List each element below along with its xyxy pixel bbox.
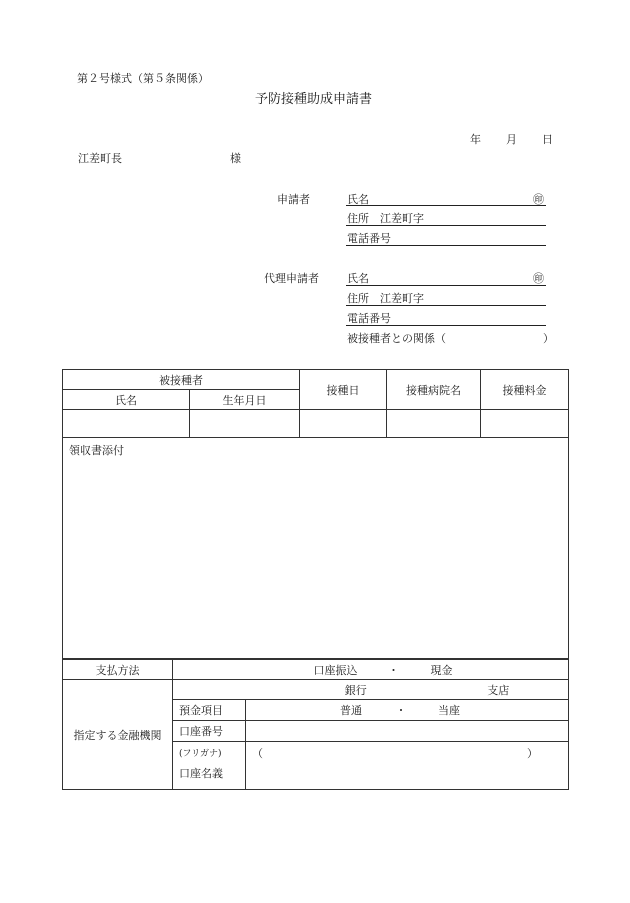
applicant-name-line[interactable]: [346, 205, 546, 206]
date-year: 年: [470, 133, 481, 146]
proxy-address-line[interactable]: [346, 305, 546, 306]
account-number-label: 口座番号: [173, 721, 246, 742]
payment-method-label: 支払方法: [63, 660, 173, 680]
proxy-phone-label: 電話番号: [347, 312, 391, 325]
bank-branch-cell[interactable]: [173, 680, 569, 700]
col-fee: 接種料金: [481, 370, 569, 410]
proxy-relation-close: ）: [543, 332, 554, 345]
receipt-attach-area[interactable]: [63, 438, 569, 659]
proxy-phone-line[interactable]: [346, 325, 546, 326]
proxy-seal: ㊞: [533, 272, 544, 285]
col-hospital: 接種病院名: [387, 370, 481, 410]
deposit-option-dot: ・: [395, 704, 407, 717]
branch-suffix: 支店: [487, 683, 510, 697]
proxy-relation-label: 被接種者との関係（: [347, 332, 446, 345]
proxy-name-label: 氏名: [347, 272, 369, 285]
applicant-phone-label: 電話番号: [347, 232, 391, 245]
account-number-cell[interactable]: [246, 721, 569, 742]
applicant-seal: ㊞: [533, 193, 544, 206]
hospital-cell[interactable]: [387, 410, 481, 438]
payment-option-transfer[interactable]: 口座振込: [313, 663, 358, 677]
receipt-attach-label: 領収書添付: [69, 444, 124, 457]
document-title: 予防接種助成申請書: [255, 92, 373, 107]
form-number: 第２号様式（第５条関係）: [77, 72, 209, 85]
col-name: 氏名: [63, 390, 190, 410]
payment-table: [62, 659, 569, 790]
applicant-name-label: 氏名: [347, 193, 369, 206]
applicant-address-label: 住所 江差町字: [347, 212, 424, 225]
deposit-option-current[interactable]: 当座: [438, 704, 460, 717]
payment-method-options[interactable]: [173, 660, 569, 680]
name-cell[interactable]: [63, 410, 190, 438]
account-holder-cell[interactable]: [246, 742, 569, 790]
account-holder-label: 口座名義: [179, 767, 223, 780]
col-birthdate: 生年月日: [190, 390, 300, 410]
furigana-label: (フリガナ): [179, 749, 222, 759]
honorific: 様: [230, 152, 241, 165]
bank-suffix: 銀行: [344, 683, 367, 697]
furigana-open-paren: （: [252, 747, 263, 760]
addressee: 江差町長: [78, 152, 122, 165]
account-holder-label-cell: [173, 742, 246, 790]
bank-label: 指定する金融機関: [63, 680, 173, 790]
deposit-type-label: 預金項目: [173, 700, 246, 721]
recipient-group-header: 被接種者: [63, 370, 300, 390]
col-vaccination-date: 接種日: [300, 370, 387, 410]
fee-cell[interactable]: [481, 410, 569, 438]
applicant-label: 申請者: [277, 193, 310, 206]
payment-option-cash[interactable]: 現金: [430, 663, 453, 677]
deposit-option-ordinary[interactable]: 普通: [340, 704, 362, 717]
deposit-type-options[interactable]: [246, 700, 569, 721]
vaccination-date-cell[interactable]: [300, 410, 387, 438]
proxy-address-label: 住所 江差町字: [347, 292, 424, 305]
birthdate-cell[interactable]: [190, 410, 300, 438]
applicant-phone-line[interactable]: [346, 245, 546, 246]
date-day: 日: [542, 133, 553, 146]
furigana-close-paren: ）: [527, 747, 538, 760]
proxy-label: 代理申請者: [264, 272, 319, 285]
proxy-name-line[interactable]: [346, 285, 546, 286]
date-month: 月: [506, 133, 517, 146]
payment-option-dot: ・: [388, 663, 399, 677]
vaccination-table: [62, 369, 569, 659]
applicant-address-line[interactable]: [346, 225, 546, 226]
